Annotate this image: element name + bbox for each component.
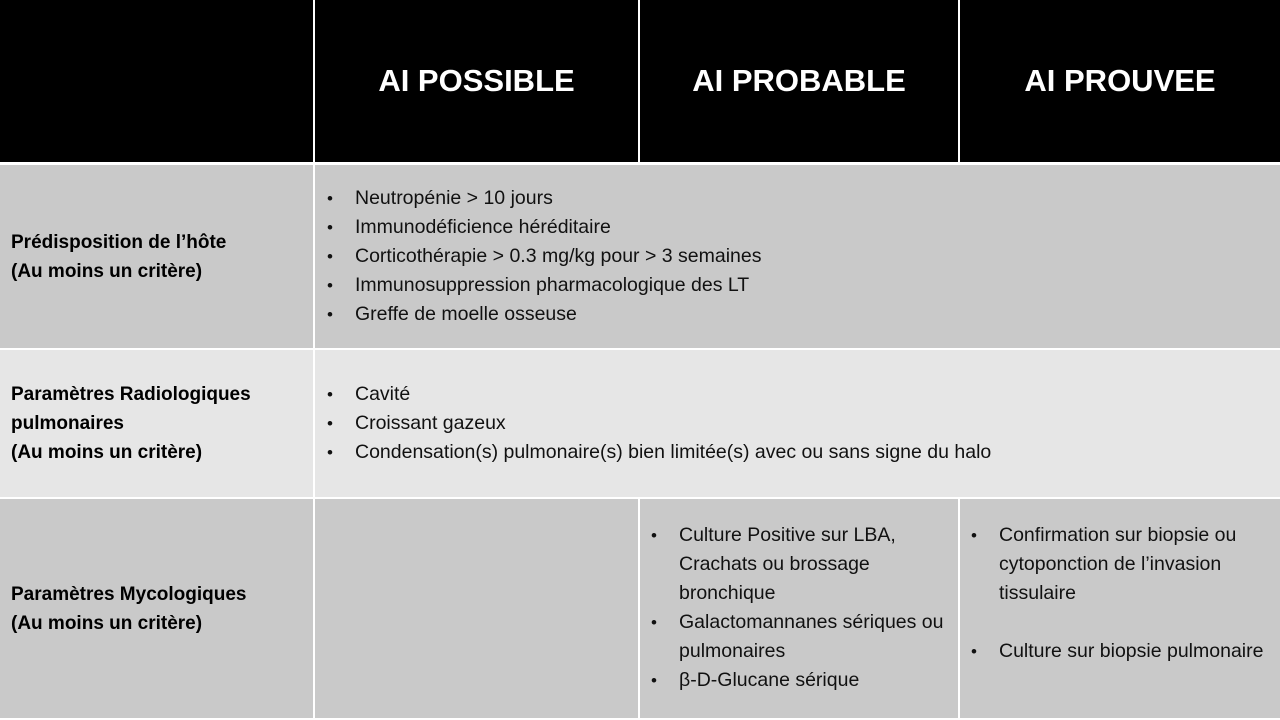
list-spacer [969, 608, 1274, 637]
host-criteria-cell [315, 165, 1280, 350]
myco-prouvee-list-2 [969, 637, 1274, 666]
myco-probable-list [649, 521, 952, 695]
header-ai-prouvee-text: AI PROUVEE [1024, 63, 1216, 98]
list-item: • Galactomannanes sériques ou pulmonaires [649, 608, 952, 666]
host-criteria-list [325, 184, 1280, 329]
header-ai-probable-text: AI PROBABLE [692, 63, 906, 98]
row-label-radio-line3: (Au moins un critère) [11, 442, 203, 463]
radio-criteria-cell [315, 350, 1280, 499]
row-label-host-line2: (Au moins un critère) [11, 260, 203, 282]
list-item: • Culture Positive sur LBA, Crachats ou brossage bronchique [649, 521, 952, 608]
row-label-radio [0, 350, 315, 499]
list-item: • β-D-Glucane sérique [649, 666, 952, 695]
list-item: • Condensation(s) pulmonaire(s) bien limitée(s) avec ou sans signe du halo [325, 438, 1280, 467]
header-ai-probable [640, 0, 960, 165]
header-ai-prouvee [960, 0, 1280, 165]
row-label-host [0, 165, 315, 350]
row-label-radio-line1: Paramètres Radiologiques [11, 384, 251, 405]
myco-prouvee-list [969, 521, 1274, 608]
row-label-radio-line2: pulmonaires [11, 413, 124, 434]
list-item: • Immunosuppression pharmacologique des LT [325, 271, 1280, 300]
list-item: • Cavité [325, 380, 1280, 409]
row-label-myco-line1: Paramètres Mycologiques [11, 583, 247, 605]
header-ai-possible [315, 0, 640, 165]
row-label-myco [0, 499, 315, 720]
list-item: • Confirmation sur biopsie ou cytoponction de l’invasion tissulaire [969, 521, 1274, 608]
row-label-myco-line2: (Au moins un critère) [11, 612, 203, 634]
list-item: • Croissant gazeux [325, 409, 1280, 438]
list-item: • Neutropénie > 10 jours [325, 184, 1280, 213]
radio-criteria-list [325, 380, 1280, 467]
myco-possible-cell [315, 499, 640, 720]
header-corner [0, 0, 315, 165]
myco-probable-cell [640, 499, 960, 720]
row-label-host-line1: Prédisposition de l’hôte [11, 231, 227, 253]
list-item: • Greffe de moelle osseuse [325, 300, 1280, 329]
list-item: • Corticothérapie > 0.3 mg/kg pour > 3 semaines [325, 242, 1280, 271]
header-ai-possible-text: AI POSSIBLE [378, 63, 575, 98]
list-item: • Immunodéficience héréditaire [325, 213, 1280, 242]
myco-prouvee-cell [960, 499, 1280, 720]
list-item: • Culture sur biopsie pulmonaire [969, 637, 1274, 666]
